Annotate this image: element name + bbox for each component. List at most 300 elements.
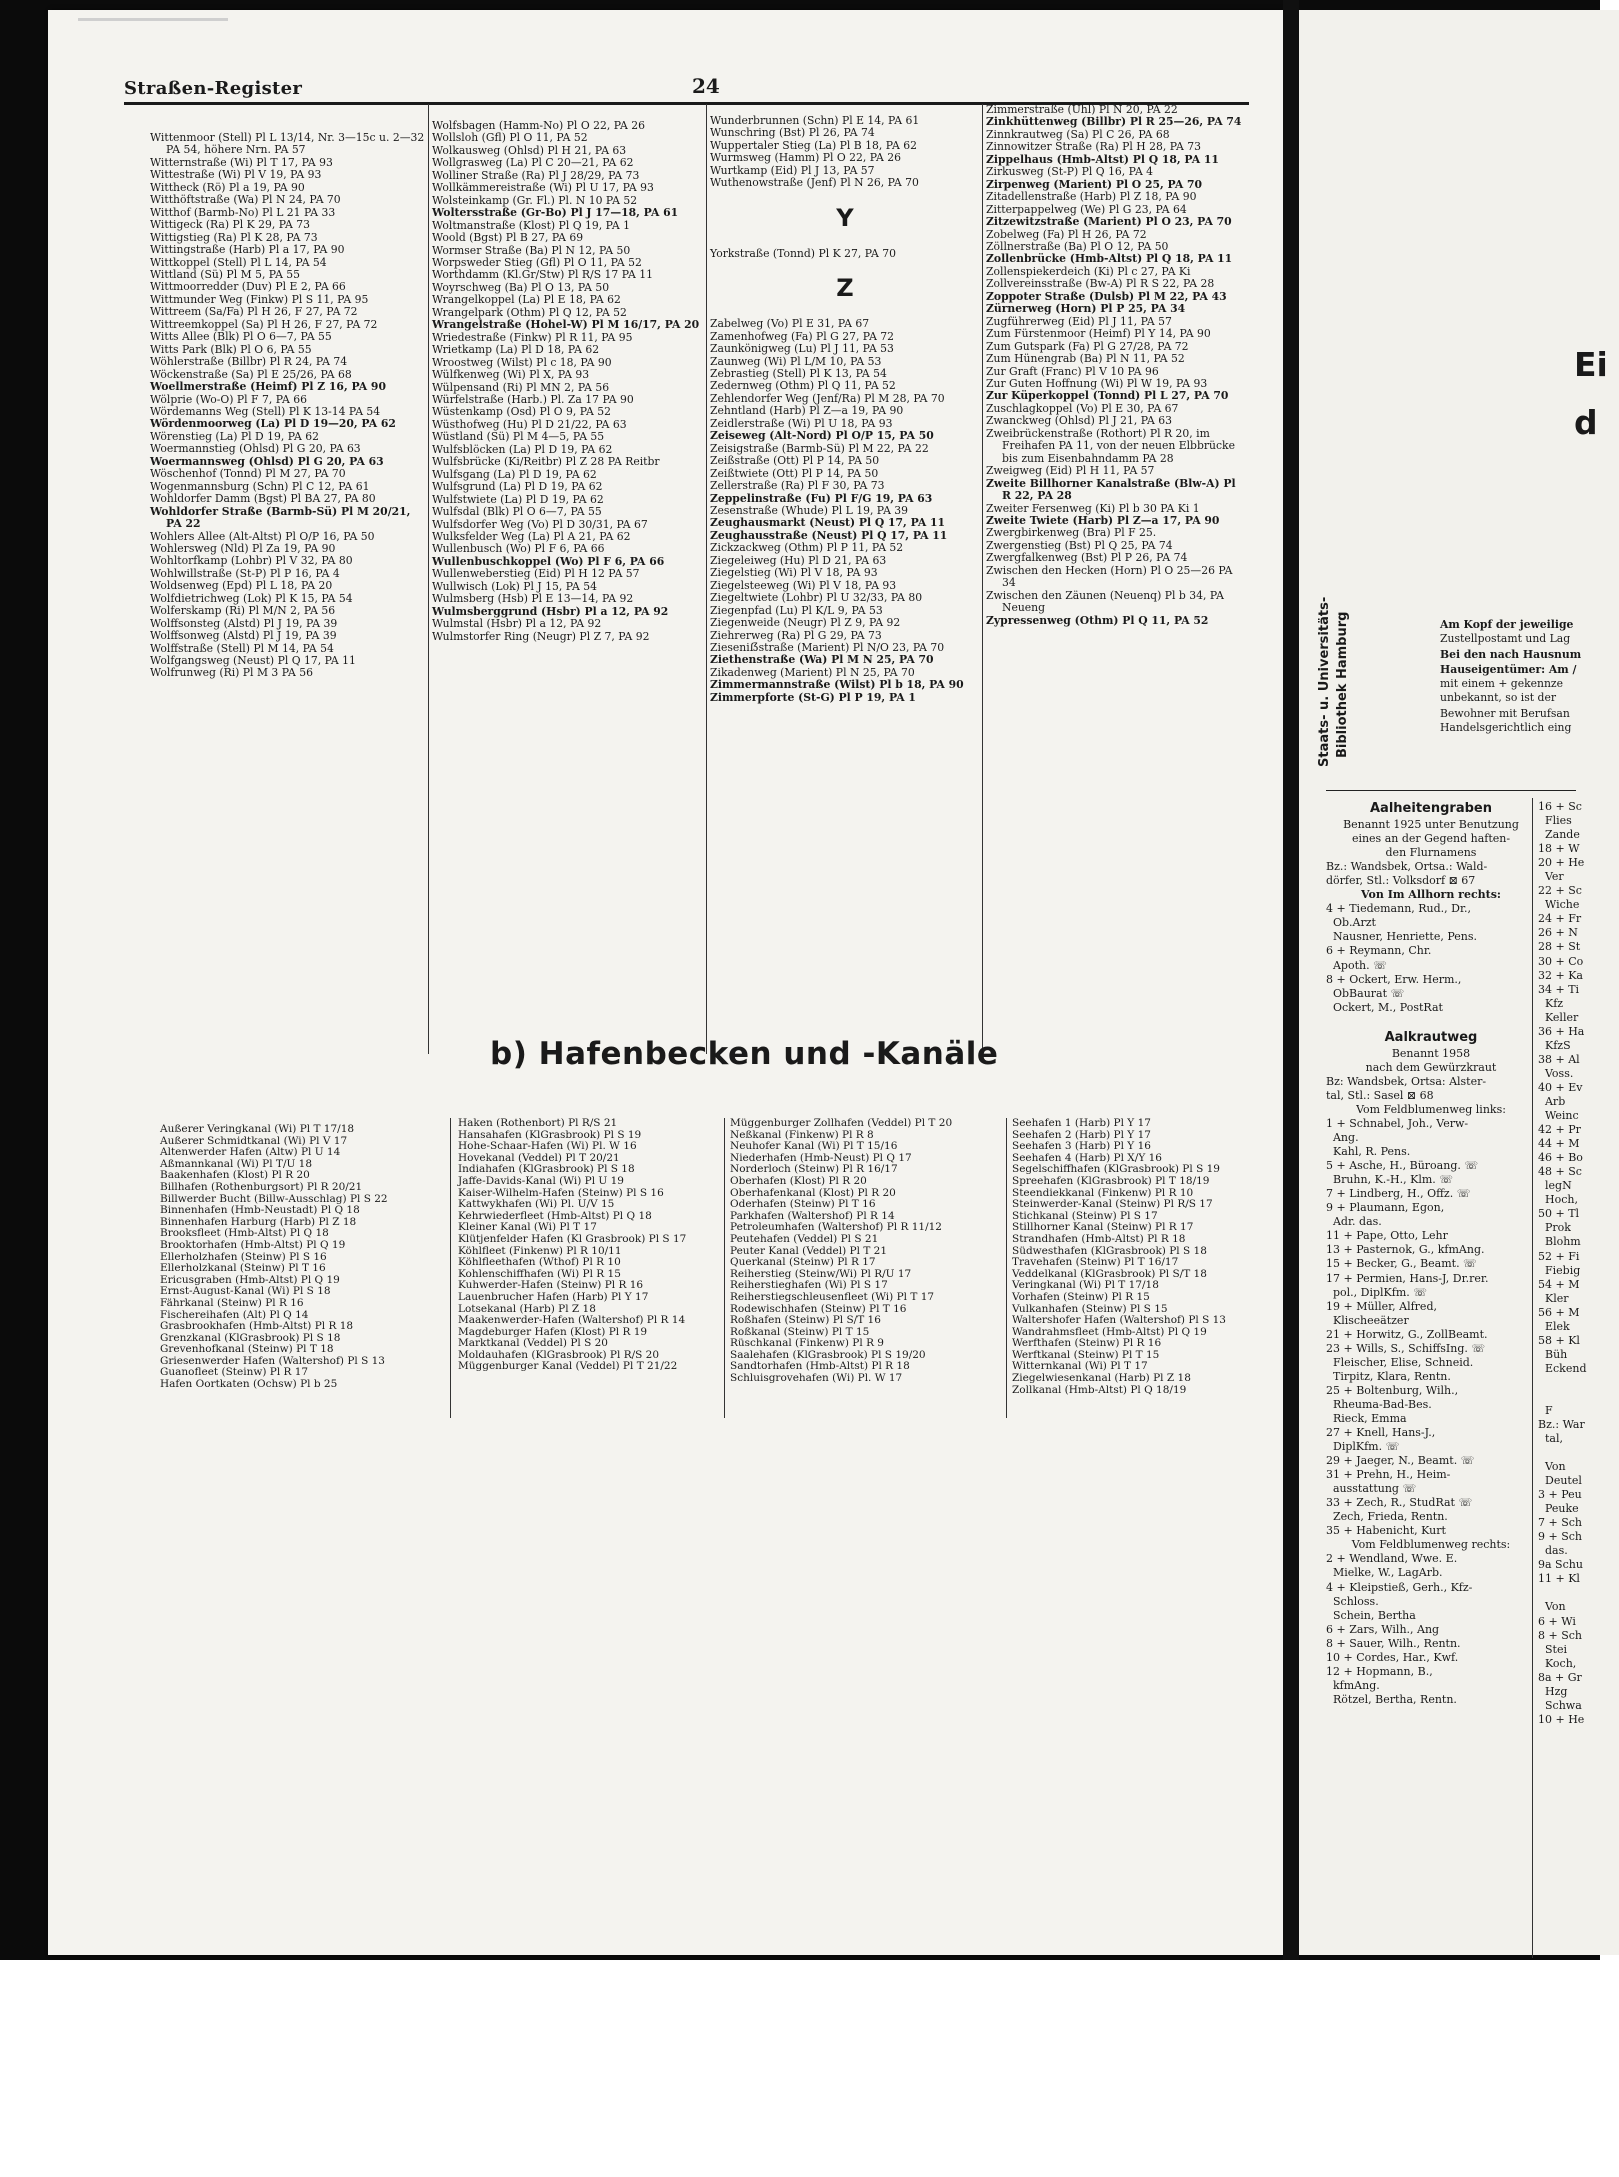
street-entry: Zabelweg (Vo) Pl E 31, PA 67 xyxy=(710,317,870,331)
resident-entry-cropped: Ver xyxy=(1538,870,1564,884)
street-entry: Wullenbuschkoppel (Wo) Pl F 6, PA 66 xyxy=(432,554,665,568)
street-entry: Yorkstraße (Tonnd) Pl K 27, PA 70 xyxy=(710,246,896,260)
street-entry: Ziehrerweg (Ra) Pl G 29, PA 73 xyxy=(710,628,882,642)
street-entry: Ziegenweide (Neugr) Pl Z 9, PA 92 xyxy=(710,616,901,630)
harbour-entry: Stillhorner Kanal (Steinw) Pl R 17 xyxy=(1012,1221,1194,1234)
street-entry: Zitterpappelweg (We) Pl G 23, PA 64 xyxy=(986,202,1187,216)
harbour-entry: Maakenwerder-Hafen (Waltershof) Pl R 14 xyxy=(458,1314,686,1327)
resident-entry-cropped: 34 + Ti xyxy=(1538,982,1580,996)
street-note: Vom Feldblumenweg links: xyxy=(1356,1102,1506,1116)
street-entry: Ziegelsteeweg (Wi) Pl V 18, PA 93 xyxy=(710,578,897,592)
resident-entry-cropped: 9 + Sch xyxy=(1538,1530,1582,1544)
harbour-entry: Billwerder Bucht (Billw-Ausschlag) Pl S 22 xyxy=(160,1192,388,1205)
street-entry: Witternstraße (Wi) Pl T 17, PA 93 xyxy=(150,155,333,169)
harbour-entry: Wandrahmsfleet (Hmb-Altst) Pl Q 19 xyxy=(1012,1325,1207,1338)
harbour-entry: Neßkanal (Finkenw) Pl R 8 xyxy=(730,1128,874,1141)
street-entry: Zeughausmarkt (Neust) Pl Q 17, PA 11 xyxy=(710,516,946,530)
alphabet-letter: Z xyxy=(836,274,854,303)
harbour-entry: Magdeburger Hafen (Klost) Pl R 19 xyxy=(458,1325,648,1338)
resident-entry-cropped: Büh xyxy=(1538,1347,1568,1361)
harbour-entry: Sandtorhafen (Hmb-Altst) Pl R 18 xyxy=(730,1360,910,1373)
resident-entry: Ang. xyxy=(1326,1131,1359,1145)
street-entry: Zinnowitzer Straße (Ra) Pl H 28, PA 73 xyxy=(986,140,1201,154)
street-entry: Wolferskamp (Ri) Pl M/N 2, PA 56 xyxy=(150,604,336,618)
harbour-entry: Indiahafen (KlGrasbrook) Pl S 18 xyxy=(458,1163,635,1176)
street-entry: Zwischen den Hecken (Horn) Pl O 25—26 PA 34 xyxy=(986,563,1233,590)
harbour-entry: Kuhwerder-Hafen (Steinw) Pl R 16 xyxy=(458,1279,644,1292)
street-entry: Zikadenweg (Marient) Pl N 25, PA 70 xyxy=(710,665,915,679)
resident-entry-cropped: 38 + Al xyxy=(1538,1052,1580,1066)
harbour-entry: Haken (Rothenbort) Pl R/S 21 xyxy=(458,1117,618,1129)
resident-entry: 21 + Horwitz, G., ZollBeamt. xyxy=(1326,1327,1488,1341)
resident-entry-cropped: 54 + M xyxy=(1538,1277,1580,1291)
resident-entry: 19 + Müller, Alfred, xyxy=(1326,1299,1437,1313)
resident-entry-cropped: Kfz xyxy=(1538,996,1564,1010)
resident-entry-cropped: Koch, xyxy=(1538,1656,1577,1670)
street-entry: Wittland (Sü) Pl M 5, PA 55 xyxy=(150,267,301,281)
resident-entry: 6 + Zars, Wilh., Ang xyxy=(1326,1622,1440,1636)
resident-entry: dörfer, Stl.: Volksdorf ⊠ 67 xyxy=(1326,874,1476,888)
street-entry: Wörenstieg (La) Pl D 19, PA 62 xyxy=(150,429,319,443)
resident-entry: 25 + Boltenburg, Wilh., xyxy=(1326,1383,1459,1397)
street-entry: Zweite Twiete (Harb) Pl Z—a 17, PA 90 xyxy=(986,513,1220,527)
resident-entry-cropped: 16 + Sc xyxy=(1538,800,1582,813)
harbour-entry: Hansahafen (KlGrasbrook) Pl S 19 xyxy=(458,1128,642,1141)
street-entry: Zinkhüttenweg (Billbr) Pl R 25—26, PA 74 xyxy=(986,115,1242,129)
street-entry: Witts Park (Blk) Pl O 6, PA 55 xyxy=(150,342,312,356)
street-entry: Zweigweg (Eid) Pl H 11, PA 57 xyxy=(986,464,1155,478)
register-column-3 xyxy=(710,115,980,1052)
street-entry: Zum Gutspark (Fa) Pl G 27/28, PA 72 xyxy=(986,339,1189,353)
resident-entry: 13 + Pasternok, G., kfmAng. xyxy=(1326,1243,1485,1257)
resident-entry: 6 + Reymann, Chr. xyxy=(1326,944,1432,958)
street-entry: Wunderbrunnen (Schn) Pl E 14, PA 61 xyxy=(710,114,920,127)
harbour-column-4 xyxy=(1012,1118,1284,1418)
harbour-entry: Altenwerder Hafen (Altw) Pl U 14 xyxy=(160,1146,341,1159)
harbour-entry: Vulkanhafen (Steinw) Pl S 15 xyxy=(1012,1302,1168,1315)
resident-entry: 4 + Tiedemann, Rud., Dr., xyxy=(1326,902,1472,916)
street-entry: Zur Guten Hoffnung (Wi) Pl W 19, PA 93 xyxy=(986,376,1208,390)
page-top-shadow xyxy=(78,16,238,26)
svg-text:Bibliothek Hamburg: Bibliothek Hamburg xyxy=(1335,611,1350,758)
street-entry: Wulksfelder Weg (La) Pl A 21, PA 62 xyxy=(432,529,631,543)
street-entry: Zeidlerstraße (Wi) Pl U 18, PA 93 xyxy=(710,416,893,430)
resident-entry: Bz: Wandsbek, Ortsa: Alster- xyxy=(1326,1074,1487,1088)
resident-entry-cropped: Von xyxy=(1538,1460,1566,1474)
harbour-entry: Kehrwiederfleet (Hmb-Altst) Pl Q 18 xyxy=(458,1209,652,1222)
intro-line: Hauseigentümer: Am / xyxy=(1440,662,1577,676)
street-entry: Wulfsbrücke (Ki/Reitbr) Pl Z 28 PA Reitbr xyxy=(432,455,660,469)
street-entry: Zirkusweg (St-P) Pl Q 16, PA 4 xyxy=(986,165,1154,179)
street-entry: Wurtkamp (Eid) Pl J 13, PA 57 xyxy=(710,163,875,177)
harbour-entry: Klütjenfelder Hafen (Kl Grasbrook) Pl S 17 xyxy=(458,1232,687,1245)
harbour-entry: Außerer Schmidtkanal (Wi) Pl V 17 xyxy=(160,1134,348,1147)
street-entry: Wulmsberg (Hsb) Pl E 13—14, PA 92 xyxy=(432,592,634,606)
street-entry: Zaunweg (Wi) Pl L/M 10, PA 53 xyxy=(710,354,882,368)
street-entry: Wolfdietrichweg (Lok) Pl K 15, PA 54 xyxy=(150,591,353,605)
resident-entry: Klischeeätzer xyxy=(1326,1313,1409,1327)
resident-entry-cropped: Stei xyxy=(1538,1642,1567,1656)
harbour-entry: Niederhafen (Hmb-Neust) Pl Q 17 xyxy=(730,1151,912,1164)
column-divider xyxy=(1326,790,1576,791)
street-entry: Ziegeleiweg (Hu) Pl D 21, PA 63 xyxy=(710,553,887,567)
column-divider xyxy=(1006,1118,1007,1418)
street-entry: Wittenmoor (Stell) Pl L 13/14, Nr. 3—15c u. 2—32 PA 54, höhere Nrn. PA 57 xyxy=(150,131,425,157)
resident-entry-cropped: tal, xyxy=(1538,1432,1563,1446)
resident-entry: 8 + Sauer, Wilh., Rentn. xyxy=(1326,1636,1461,1650)
street-entry: Würfelstraße (Harb.) Pl. Za 17 PA 90 xyxy=(432,392,634,406)
street-entry: Wolffstraße (Stell) Pl M 14, PA 54 xyxy=(150,641,334,655)
resident-entry-cropped: Elek xyxy=(1538,1319,1570,1333)
page-number: 24 xyxy=(692,74,720,98)
street-entry: Zeiseweg (Alt-Nord) Pl O/P 15, PA 50 xyxy=(710,429,934,443)
resident-entry-cropped: 56 + M xyxy=(1538,1305,1580,1319)
street-entry: Wöckenstraße (Sa) Pl E 25/26, PA 68 xyxy=(150,367,352,381)
resident-entry-cropped: F xyxy=(1538,1403,1553,1417)
harbour-entry: Veddelkanal (KlGrasbrook) Pl S/T 18 xyxy=(1012,1267,1207,1280)
street-entry: Wöhlerstraße (Billbr) Pl R 24, PA 74 xyxy=(150,355,348,369)
resident-entry-cropped: Hzg xyxy=(1538,1684,1568,1698)
resident-entry: 1 + Schnabel, Joh., Verw- xyxy=(1326,1116,1469,1130)
street-entry: Wittmunder Weg (Finkw) Pl S 11, PA 95 xyxy=(150,292,369,306)
street-entry: Witthöftstraße (Wa) Pl N 24, PA 70 xyxy=(150,193,341,207)
street-entry: Wöschenhof (Tonnd) Pl M 27, PA 70 xyxy=(150,467,346,481)
harbour-entry: Petroleumhafen (Waltershof) Pl R 11/12 xyxy=(730,1221,942,1234)
intro-line: unbekannt, so ist der xyxy=(1440,691,1556,705)
street-entry: Woldsenweg (Epd) Pl L 18, PA 20 xyxy=(150,579,333,593)
street-entry: Zickzackweg (Othm) Pl P 11, PA 52 xyxy=(710,541,904,555)
street-entry: Zypressenweg (Othm) Pl Q 11, PA 52 xyxy=(986,613,1209,627)
street-entry: Witthof (Barmb-No) Pl L 21 PA 33 xyxy=(150,205,336,219)
harbour-entry: Seehafen 4 (Harb) Pl X/Y 16 xyxy=(1012,1151,1162,1164)
harbour-entry: Südwesthafen (KlGrasbrook) Pl S 18 xyxy=(1012,1244,1207,1257)
street-entry: Wullwisch (Lok) Pl J 15, PA 54 xyxy=(432,579,598,593)
street-entry: Wuthenowstraße (Jenf) Pl N 26, PA 70 xyxy=(710,176,919,190)
resident-entry-cropped: KfzS xyxy=(1538,1038,1571,1052)
street-entry: Wroostweg (Wilst) Pl c 18, PA 90 xyxy=(432,355,612,369)
harbour-entry: Roßkanal (Steinw) Pl T 15 xyxy=(730,1325,870,1338)
harbour-entry: Segelschiffhafen (KlGrasbrook) Pl S 19 xyxy=(1012,1163,1220,1176)
resident-entry-cropped: Hoch, xyxy=(1538,1193,1578,1207)
street-entry: Zimmermannstraße (Wilst) Pl b 18, PA 90 xyxy=(710,678,964,692)
street-entry: Woold (Bgst) Pl B 27, PA 69 xyxy=(432,231,584,245)
resident-entry-cropped: 11 + Kl xyxy=(1538,1572,1580,1586)
resident-entry: Schein, Bertha xyxy=(1326,1608,1416,1622)
street-entry: Ziegelstieg (Wi) Pl V 18, PA 93 xyxy=(710,566,878,580)
harbour-entry: Parkhafen (Waltershof) Pl R 14 xyxy=(730,1209,895,1222)
harbour-entry: Außerer Veringkanal (Wi) Pl T 17/18 xyxy=(160,1123,355,1135)
street-entry: Wulfsblöcken (La) Pl D 19, PA 62 xyxy=(432,442,613,456)
street-entry: Woltmanstraße (Klost) Pl Q 19, PA 1 xyxy=(432,218,630,232)
harbour-entry: Guanofleet (Steinw) Pl R 17 xyxy=(160,1366,309,1379)
register-column-2 xyxy=(432,120,704,1052)
street-entry: Wülpensand (Ri) Pl MN 2, PA 56 xyxy=(432,380,610,394)
harbour-entry: Grenzkanal (KlGrasbrook) Pl S 18 xyxy=(160,1331,341,1344)
resident-entry: Apoth. ☏ xyxy=(1326,958,1387,972)
street-entry: Wurmsweg (Hamm) Pl O 22, PA 26 xyxy=(710,151,901,165)
side-heading: Von Im Allhorn rechts: xyxy=(1361,888,1501,902)
street-entry: Wolfgangsweg (Neust) Pl Q 17, PA 11 xyxy=(150,654,356,668)
street-entry: Wördemanns Weg (Stell) Pl K 13-14 PA 54 xyxy=(150,404,381,418)
street-entry: Wulmstorfer Ring (Neugr) Pl Z 7, PA 92 xyxy=(432,629,650,643)
street-entry: Zobelweg (Fa) Pl H 26, PA 72 xyxy=(986,227,1147,241)
harbour-entry: Spreehafen (KlGrasbrook) Pl T 18/19 xyxy=(1012,1174,1210,1187)
street-entry: Woermannsweg (Ohlsd) Pl G 20, PA 63 xyxy=(150,454,384,468)
street-entry: Wolsteinkamp (Gr. Fl.) Pl. N 10 PA 52 xyxy=(432,193,638,207)
intro-line: mit einem + gekennze xyxy=(1440,676,1564,690)
street-entry: Zollvereinsstraße (Bw-A) Pl R S 22, PA 28 xyxy=(986,277,1215,291)
svg-text:Staats- u. Universitäts-: Staats- u. Universitäts- xyxy=(1317,596,1332,767)
resident-entry: ObBaurat ☏ xyxy=(1326,986,1405,1000)
book-gutter xyxy=(1283,0,1299,1960)
resident-entry-cropped xyxy=(1538,1586,1600,1600)
street-entry: Zöllnerstraße (Ba) Pl O 12, PA 50 xyxy=(986,239,1169,253)
resident-entry-cropped: 46 + Bo xyxy=(1538,1151,1583,1165)
harbour-entry: Peuter Kanal (Veddel) Pl T 21 xyxy=(730,1244,888,1257)
street-entry: Wohltorfkamp (Lohbr) Pl V 32, PA 80 xyxy=(150,554,353,568)
harbour-entry: Rüschkanal (Finkenw) Pl R 9 xyxy=(730,1337,884,1350)
harbour-entry: Steendiekkanal (Finkenw) Pl R 10 xyxy=(1012,1186,1194,1199)
resident-entry: 5 + Asche, H., Büroang. ☏ xyxy=(1326,1159,1479,1173)
big-title-line: d xyxy=(1574,403,1598,442)
resident-entry: Kahl, R. Pens. xyxy=(1326,1145,1411,1159)
harbour-entry: Ericusgraben (Hmb-Altst) Pl Q 19 xyxy=(160,1273,340,1286)
street-entry: Wüstenkamp (Osd) Pl O 9, PA 52 xyxy=(432,405,611,419)
harbour-entry: Reiherstiegschleusenfleet (Wi) Pl T 17 xyxy=(730,1290,935,1303)
resident-entry: 15 + Becker, G., Beamt. ☏ xyxy=(1326,1257,1477,1271)
resident-entry: Ob.Arzt xyxy=(1326,916,1376,930)
resident-entry-cropped: Schwa xyxy=(1538,1698,1582,1712)
harbour-entry: Oberhafen (Klost) Pl R 20 xyxy=(730,1174,867,1187)
street-entry: Wolkausweg (Ohlsd) Pl H 21, PA 63 xyxy=(432,143,627,157)
resident-entry: 27 + Knell, Hans-J., xyxy=(1326,1426,1436,1440)
resident-entry-cropped: 24 + Fr xyxy=(1538,912,1582,926)
resident-entry-cropped: Bz.: War xyxy=(1538,1417,1585,1431)
street-entry: Wölprie (Wo-O) Pl F 7, PA 66 xyxy=(150,392,307,406)
harbour-entry: Seehafen 3 (Harb) Pl Y 16 xyxy=(1012,1140,1151,1153)
harbour-entry: Hovekanal (Veddel) Pl T 20/21 xyxy=(458,1151,620,1164)
harbour-entry: Kaiser-Wilhelm-Hafen (Steinw) Pl S 16 xyxy=(458,1186,664,1199)
harbour-entry: Stichkanal (Steinw) Pl S 17 xyxy=(1012,1209,1158,1222)
street-entry: Zweite Billhorner Kanalstraße (Blw-A) Pl R 22, PA 28 xyxy=(986,476,1236,503)
address-column-a xyxy=(1326,800,1536,1960)
harbour-entry: Ellerholzkanal (Steinw) Pl T 16 xyxy=(160,1262,326,1275)
big-title-line: Ei xyxy=(1574,345,1608,384)
harbour-entry: Marktkanal (Veddel) Pl S 20 xyxy=(458,1337,608,1350)
resident-entry: kfmAng. xyxy=(1326,1678,1380,1692)
column-divider xyxy=(1532,798,1533,1958)
harbour-entry: Billhafen (Rothenburgsort) Pl R 20/21 xyxy=(160,1180,363,1193)
resident-entry-cropped: Voss. xyxy=(1538,1066,1574,1080)
street-entry: Wuppertaler Stieg (La) Pl B 18, PA 62 xyxy=(710,138,917,152)
harbour-entry: Oderhafen (Steinw) Pl T 16 xyxy=(730,1198,876,1211)
resident-entry: Ockert, M., PostRat xyxy=(1326,1000,1443,1014)
address-column-b xyxy=(1538,800,1600,1960)
resident-entry-cropped: Fiebig xyxy=(1538,1263,1581,1277)
street-entry: Wolffsonsteg (Alstd) Pl J 19, PA 39 xyxy=(150,616,338,630)
street-entry: Wohlers Allee (Alt-Altst) Pl O/P 16, PA 50 xyxy=(150,529,375,543)
resident-entry-cropped: 6 + Wi xyxy=(1538,1614,1576,1628)
resident-entry-cropped: 7 + Sch xyxy=(1538,1516,1582,1530)
resident-entry: Bruhn, K.-H., Klm. ☏ xyxy=(1326,1173,1454,1187)
street-entry: Zitadellenstraße (Harb) Pl Z 18, PA 90 xyxy=(986,190,1197,204)
resident-entry: 35 + Habenicht, Kurt xyxy=(1326,1524,1446,1538)
harbour-entry: Zollkanal (Hmb-Altst) Pl Q 18/19 xyxy=(1012,1383,1187,1396)
resident-entry-cropped xyxy=(1538,1446,1600,1460)
resident-entry-cropped: 9a Schu xyxy=(1538,1558,1583,1572)
harbour-entry: Binnenhafen Harburg (Harb) Pl Z 18 xyxy=(160,1215,357,1228)
harbour-entry: Ziegelwiesenkanal (Harb) Pl Z 18 xyxy=(1012,1372,1191,1385)
street-entry: Wördenmoorweg (La) Pl D 19—20, PA 62 xyxy=(150,417,396,431)
street-entry: Zwergbirkenweg (Bra) Pl F 25. xyxy=(986,526,1157,540)
street-entry: Zollenspiekerdeich (Ki) Pl c 27, PA Ki xyxy=(986,264,1191,278)
resident-entry: Rötzel, Bertha, Rentn. xyxy=(1326,1692,1457,1706)
street-entry: Zitzewitzstraße (Marient) Pl O 23, PA 70 xyxy=(986,215,1232,229)
column-divider xyxy=(450,1118,451,1418)
harbour-entry: Schluisgrovehafen (Wi) Pl. W 17 xyxy=(730,1372,903,1385)
harbour-entry: Kleiner Kanal (Wi) Pl T 17 xyxy=(458,1221,597,1234)
street-entry: Wormser Straße (Ba) Pl N 12, PA 50 xyxy=(432,243,631,257)
street-entry: Wulmstal (Hsbr) Pl a 12, PA 92 xyxy=(432,617,602,631)
street-entry: Woermannstieg (Ohlsd) Pl G 20, PA 63 xyxy=(150,442,361,456)
street-entry: Wrangelpark (Othm) Pl Q 12, PA 52 xyxy=(432,305,627,319)
street-entry: Zieseniẞstraße (Marient) Pl N/O 23, PA 70 xyxy=(710,640,945,654)
header-title: Straßen-Register xyxy=(124,78,303,99)
street-heading: Aalkrautweg xyxy=(1384,1029,1478,1045)
harbour-entry: Brooksfleet (Hmb-Altst) Pl Q 18 xyxy=(160,1227,329,1240)
register-column-1 xyxy=(150,132,426,1052)
resident-entry-cropped xyxy=(1538,1390,1600,1404)
resident-entry: Zech, Frieda, Rentn. xyxy=(1326,1510,1448,1524)
resident-entry-cropped: Weinc xyxy=(1538,1109,1579,1123)
street-entry: Wittingstraße (Harb) Pl a 17, PA 90 xyxy=(150,243,345,257)
resident-entry: Mielke, W., LagArb. xyxy=(1326,1566,1443,1580)
resident-entry-cropped: 26 + N xyxy=(1538,926,1578,940)
street-note: nach dem Gewürzkraut xyxy=(1365,1060,1497,1074)
resident-entry-cropped: 48 + Sc xyxy=(1538,1165,1582,1179)
resident-entry-cropped: Prok xyxy=(1538,1221,1571,1235)
resident-entry: Rieck, Emma xyxy=(1326,1411,1407,1425)
street-entry: Wohldorfer Straße (Barmb-Sü) Pl M 20/21, PA 22 xyxy=(150,504,411,531)
harbour-entry: Strandhafen (Hmb-Altst) Pl R 18 xyxy=(1012,1232,1186,1245)
harbour-entry: Waltershofer Hafen (Waltershof) Pl S 13 xyxy=(1012,1314,1226,1327)
harbour-entry: Werftkanal (Steinw) Pl T 15 xyxy=(1012,1348,1160,1361)
resident-entry-cropped xyxy=(1538,1376,1600,1390)
harbour-entry: Müggenburger Zollhafen (Veddel) Pl T 20 xyxy=(730,1117,953,1129)
resident-entry-cropped: legN xyxy=(1538,1179,1572,1193)
resident-entry: 11 + Pape, Otto, Lehr xyxy=(1326,1229,1448,1243)
harbour-entry: Steinwerder-Kanal (Steinw) Pl R/S 17 xyxy=(1012,1198,1213,1211)
resident-entry: ausstattung ☏ xyxy=(1326,1482,1417,1496)
resident-entry: 23 + Wills, S., SchiffsIng. ☏ xyxy=(1326,1341,1486,1355)
harbour-entry: Witternkanal (Wi) Pl T 17 xyxy=(1012,1360,1148,1373)
page-header xyxy=(124,74,1249,105)
street-entry: Zweibrückenstraße (Rothort) Pl R 20, im Freihafen PA 11, von der neuen Elbbrücke bis zum Eisenbahndamm PA 28 xyxy=(986,426,1235,465)
harbour-entry: Griesenwerder Hafen (Waltershof) Pl S 13 xyxy=(160,1354,385,1367)
harbour-entry: Werfthafen (Steinw) Pl R 16 xyxy=(1012,1337,1162,1350)
harbour-column-1 xyxy=(160,1124,432,1424)
street-entry: Ziethenstraße (Wa) Pl M N 25, PA 70 xyxy=(710,653,934,667)
resident-entry: DiplKfm. ☏ xyxy=(1326,1440,1400,1454)
resident-entry-cropped: Wiche xyxy=(1538,898,1580,912)
resident-entry-cropped: Eckend xyxy=(1538,1361,1587,1375)
section-title: b) Hafenbecken und -Kanäle xyxy=(490,1036,999,1072)
register-column-4 xyxy=(986,104,1248,1052)
resident-entry-cropped: Flies xyxy=(1538,814,1572,828)
street-entry: Zedernweg (Othm) Pl Q 11, PA 52 xyxy=(710,379,896,393)
street-entry: Wulfsgrund (La) Pl D 19, PA 62 xyxy=(432,480,603,494)
resident-entry-cropped: 30 + Co xyxy=(1538,954,1584,968)
street-entry: Wüsthofweg (Hu) Pl D 21/22, PA 63 xyxy=(432,417,627,431)
street-entry: Zwergenstieg (Bst) Pl Q 25, PA 74 xyxy=(986,538,1173,552)
harbour-entry: Travehafen (Steinw) Pl T 16/17 xyxy=(1012,1256,1179,1269)
street-entry: Zwergfalkenweg (Bst) Pl P 26, PA 74 xyxy=(986,551,1188,565)
resident-entry: Rheuma-Bad-Bes. xyxy=(1326,1397,1432,1411)
street-entry: Wogenmannsburg (Schn) Pl C 12, PA 61 xyxy=(150,479,370,493)
resident-entry-cropped: 18 + W xyxy=(1538,842,1580,856)
street-entry: Wulfstwiete (La) Pl D 19, PA 62 xyxy=(432,492,604,506)
harbour-entry: Seehafen 2 (Harb) Pl Y 17 xyxy=(1012,1128,1151,1141)
harbour-entry: Grasbrookhafen (Hmb-Altst) Pl R 18 xyxy=(160,1320,354,1333)
resident-entry: 17 + Permien, Hans-J, Dr.rer. xyxy=(1326,1271,1489,1285)
street-entry: Wullenweberstieg (Eid) Pl H 12 PA 57 xyxy=(432,567,640,581)
street-entry: Wüstland (Sü) Pl M 4—5, PA 55 xyxy=(432,430,605,444)
street-entry: Wohldorfer Damm (Bgst) Pl BA 27, PA 80 xyxy=(150,492,376,506)
resident-entry: 9 + Plaumann, Egon, xyxy=(1326,1201,1445,1215)
street-entry: Wrietkamp (La) Pl D 18, PA 62 xyxy=(432,343,600,357)
street-entry: Wollkämmereistraße (Wi) Pl U 17, PA 93 xyxy=(432,181,654,195)
resident-entry-cropped: Blohm xyxy=(1538,1235,1581,1249)
street-entry: Ziegenpfad (Lu) Pl K/L 9, PA 53 xyxy=(710,603,883,617)
street-entry: Ziegeltwiete (Lohbr) Pl U 32/33, PA 80 xyxy=(710,591,923,605)
street-entry: Woellmerstraße (Heimf) Pl Z 16, PA 90 xyxy=(150,380,386,394)
harbour-entry: Oberhafenkanal (Klost) Pl R 20 xyxy=(730,1186,896,1199)
street-entry: Wittreem (Sa/Fa) Pl H 26, F 27, PA 72 xyxy=(150,305,358,319)
intro-line: Handelsgerichtlich eing xyxy=(1440,721,1572,735)
street-entry: Wulmsberggrund (Hsbr) Pl a 12, PA 92 xyxy=(432,604,669,618)
street-note: den Flurnamens xyxy=(1385,846,1477,860)
resident-entry-cropped: Kler xyxy=(1538,1291,1569,1305)
street-entry: Wittkoppel (Stell) Pl L 14, PA 54 xyxy=(150,255,327,269)
resident-entry-cropped: Arb xyxy=(1538,1094,1566,1108)
resident-entry: 7 + Lindberg, H., Offz. ☏ xyxy=(1326,1187,1471,1201)
street-entry: Wulfsdorfer Weg (Vo) Pl D 30/31, PA 67 xyxy=(432,517,648,531)
harbour-entry: Brooktorhafen (Hmb-Altst) Pl Q 19 xyxy=(160,1238,346,1251)
harbour-entry: Seehafen 1 (Harb) Pl Y 17 xyxy=(1012,1117,1151,1129)
harbour-entry: Reiherstieghafen (Wi) Pl S 17 xyxy=(730,1279,888,1292)
harbour-entry: Peutehafen (Veddel) Pl S 21 xyxy=(730,1232,879,1245)
street-entry: Zweiter Fersenweg (Ki) Pl b 30 PA Ki 1 xyxy=(986,501,1200,515)
street-entry: Zinnkrautweg (Sa) Pl C 26, PA 68 xyxy=(986,127,1170,141)
harbour-entry: Kattwykhafen (Wi) Pl. U/V 15 xyxy=(458,1198,615,1211)
resident-entry-cropped: das. xyxy=(1538,1544,1568,1558)
street-entry: Wittigstieg (Ra) Pl K 28, PA 73 xyxy=(150,230,318,244)
resident-entry: 31 + Prehn, H., Heim- xyxy=(1326,1468,1451,1482)
resident-entry-cropped: 8 + Sch xyxy=(1538,1628,1582,1642)
street-entry: Worthdamm (Kl.Gr/Stw) Pl R/S 17 PA 11 xyxy=(432,268,653,282)
harbour-entry: Rodewischhafen (Steinw) Pl T 16 xyxy=(730,1302,907,1315)
street-entry: Zeißstraße (Ott) Pl P 14, PA 50 xyxy=(710,454,880,468)
harbour-entry: Ernst-August-Kanal (Wi) Pl S 18 xyxy=(160,1285,331,1298)
street-entry: Zoppoter Straße (Dulsb) Pl M 22, PA 43 xyxy=(986,289,1227,303)
resident-entry-cropped: 32 + Ka xyxy=(1538,968,1583,982)
resident-entry-cropped: 3 + Peu xyxy=(1538,1488,1582,1502)
street-entry: Zollenbrücke (Hmb-Altst) Pl Q 18, PA 11 xyxy=(986,252,1233,266)
street-entry: Zimmerpforte (St-G) Pl P 19, PA 1 xyxy=(710,690,916,704)
street-entry: Woyrschweg (Ba) Pl O 13, PA 50 xyxy=(432,280,610,294)
resident-entry: 12 + Hopmann, B., xyxy=(1326,1664,1433,1678)
street-entry: Wülfkenweg (Wi) Pl X, PA 93 xyxy=(432,368,590,382)
